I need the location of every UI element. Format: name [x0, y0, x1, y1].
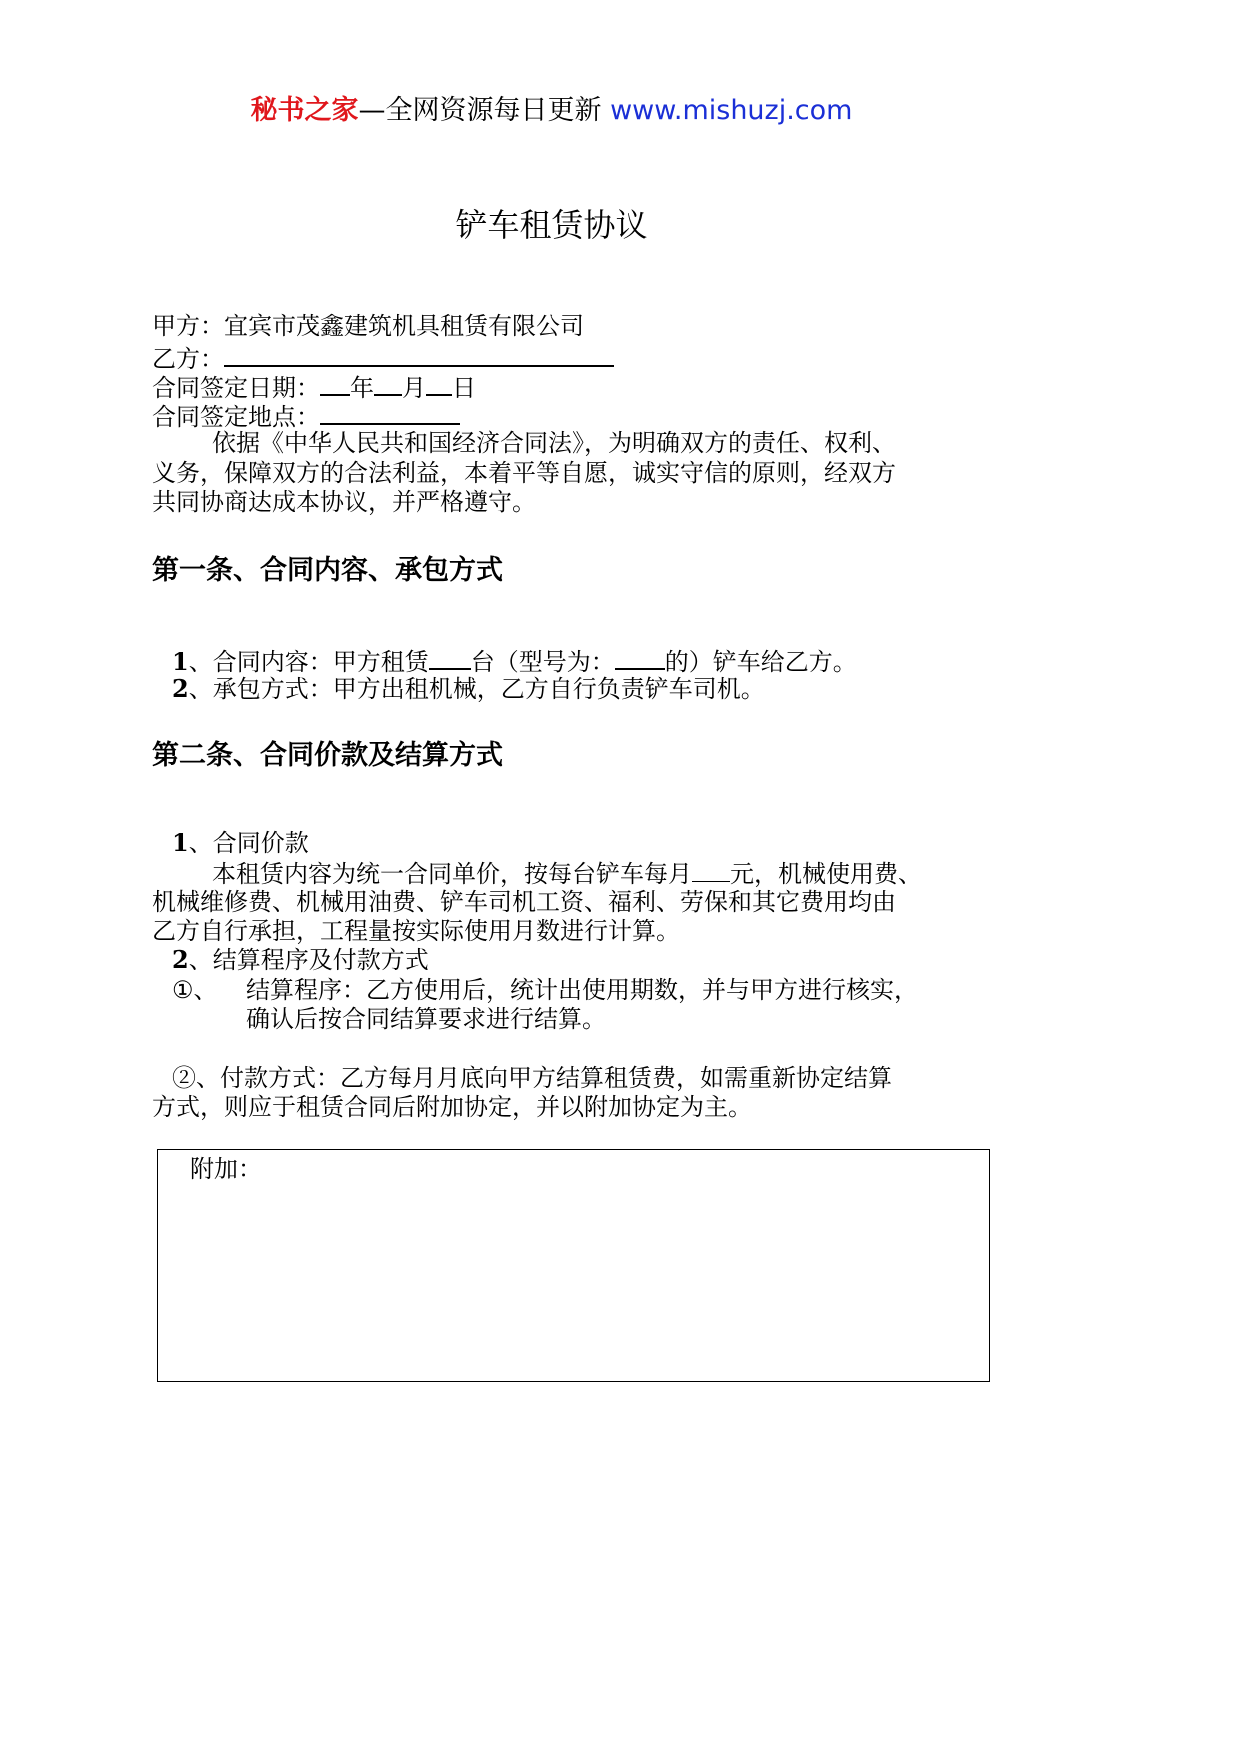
- item-text: 、合同内容：甲方租赁: [188, 648, 429, 676]
- article-2-item-2: [172, 945, 429, 975]
- party-a-line: [152, 311, 584, 341]
- item-number: 1: [172, 828, 189, 857]
- payment-line-2: 方式，则应于租赁合同后附加协定，并以附加协定为主。: [152, 1093, 752, 1121]
- party-b-label: 乙方：: [152, 345, 224, 373]
- sign-date-year: 年: [350, 374, 374, 402]
- price-line-3: 乙方自行承担，工程量按实际使用月数进行计算。: [152, 917, 680, 945]
- article-2-heading: 第二条、合同价款及结算方式: [152, 740, 503, 771]
- model-blank[interactable]: [615, 644, 665, 670]
- settlement-line-2: 确认后按合同结算要求进行结算。: [246, 1005, 606, 1033]
- sign-date-month: 月: [402, 374, 426, 402]
- document-title: 铲车租赁协议: [455, 206, 648, 244]
- sign-date-label: 合同签定日期：: [152, 374, 320, 402]
- settlement-line-1: 结算程序：乙方使用后，统计出使用期数，并与甲方进行核实，: [246, 976, 918, 1004]
- preamble-line-1: 依据《中华人民共和国经济合同法》，为明确双方的责任、权利、: [212, 429, 896, 457]
- article-1-item-2: [172, 674, 765, 704]
- item-text: 台（型号为：: [470, 648, 615, 676]
- party-a-value: 宜宾市茂鑫建筑机具租赁有限公司: [224, 312, 584, 340]
- article-1-heading: 第一条、合同内容、承包方式: [152, 555, 503, 586]
- quantity-blank[interactable]: [429, 644, 471, 670]
- article-2-item-1: [172, 828, 309, 858]
- item-number: 2: [172, 674, 189, 703]
- article-1-item-1: [172, 644, 857, 677]
- sign-date-day-blank[interactable]: [426, 370, 452, 396]
- site-banner: [0, 94, 1103, 128]
- payment-line-1: ②、付款方式：乙方每月月底向甲方结算租赁费，如需重新协定结算: [172, 1064, 892, 1092]
- appendix-label: 附加：: [190, 1155, 262, 1183]
- sign-place-blank[interactable]: [320, 399, 460, 425]
- party-b-blank[interactable]: [224, 341, 614, 367]
- preamble-line-2: 义务，保障双方的合法利益，本着平等自愿，诚实守信的原则，经双方: [152, 459, 896, 487]
- item-text: 、承包方式：甲方出租机械，乙方自行负责铲车司机。: [188, 675, 765, 703]
- appendix-box[interactable]: [157, 1149, 990, 1382]
- item-text: 本租赁内容为统一合同单价，按每台铲车每月: [212, 860, 692, 888]
- banner-brand: 秘书之家: [250, 95, 359, 126]
- item-number: 2: [172, 945, 189, 974]
- item-text: 、合同价款: [188, 829, 309, 857]
- sign-date-year-blank[interactable]: [320, 370, 350, 396]
- monthly-price-blank[interactable]: [692, 857, 730, 882]
- banner-slogan: —全网资源每日更新: [358, 95, 602, 126]
- item-number: 1: [172, 647, 189, 676]
- party-a-label: 甲方：: [152, 312, 224, 340]
- item-text: 、结算程序及付款方式: [188, 946, 429, 974]
- price-line-1: [212, 857, 922, 889]
- banner-url[interactable]: www.mishuzj.com: [601, 95, 853, 126]
- preamble-line-3: 共同协商达成本协议，并严格遵守。: [152, 488, 536, 516]
- settlement-marker: ①、: [172, 976, 218, 1004]
- item-text: 元，机械使用费、: [730, 860, 922, 888]
- sign-date-month-blank[interactable]: [374, 370, 402, 396]
- sign-place-label: 合同签定地点：: [152, 403, 320, 431]
- item-text: 的）铲车给乙方。: [664, 648, 857, 676]
- sign-date-day: 日: [452, 374, 476, 402]
- price-line-2: 机械维修费、机械用油费、铲车司机工资、福利、劳保和其它费用均由: [152, 888, 896, 916]
